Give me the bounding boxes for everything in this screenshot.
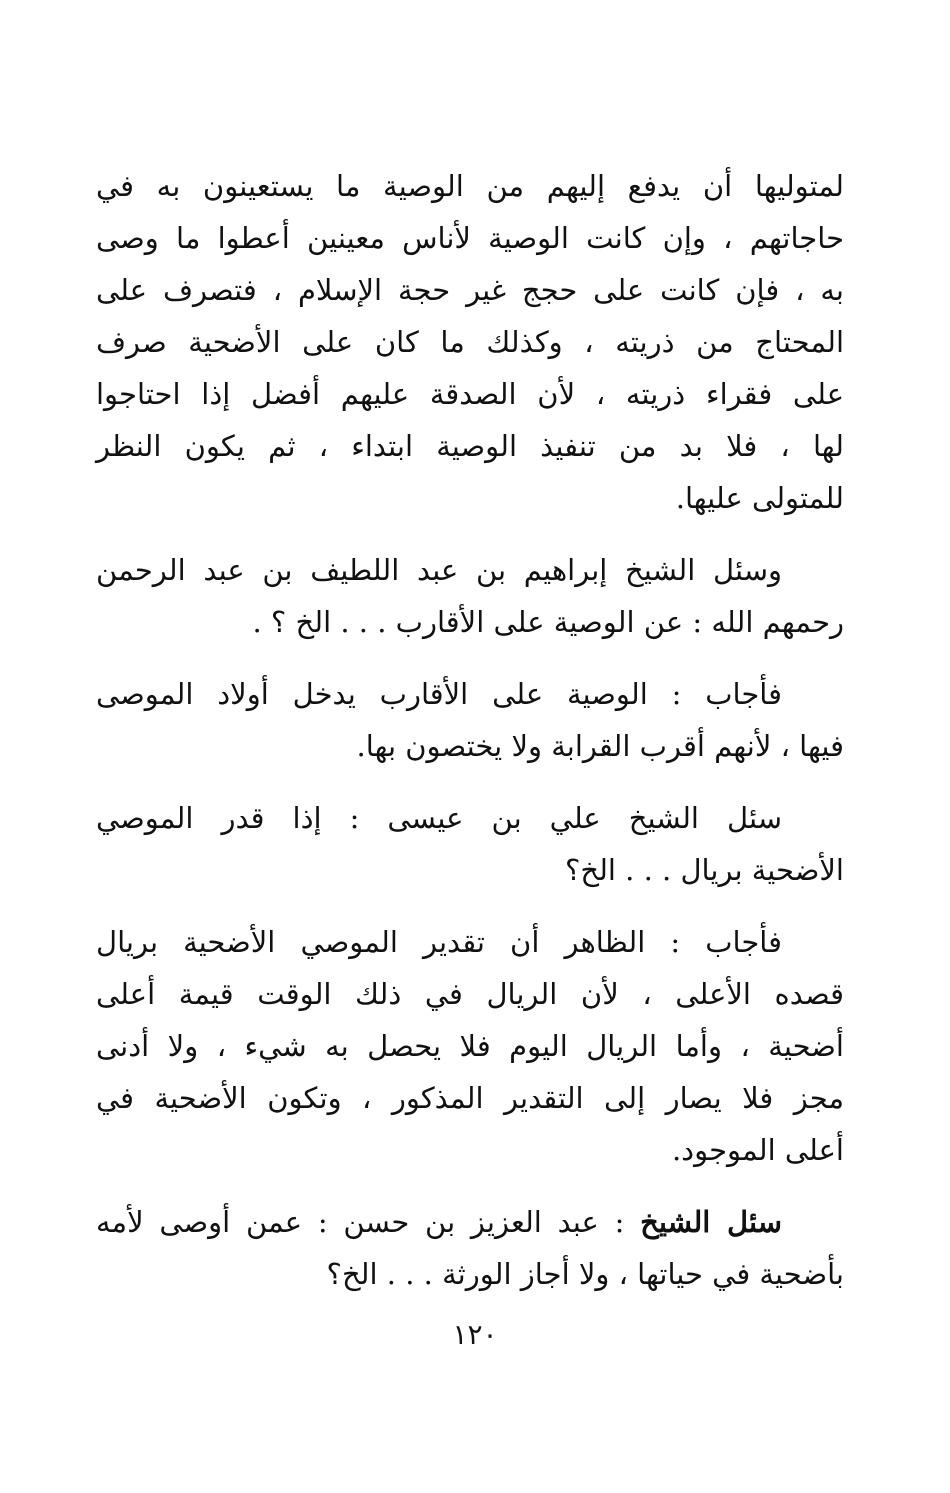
text-line xyxy=(96,1196,844,1248)
page-number: ١٢٠ xyxy=(452,1318,498,1351)
text-line: لها ، فلا بد من تنفيذ الوصية ابتداء ، ثم يكون النظر xyxy=(96,429,844,463)
question-label: سئل الشيخ xyxy=(640,1205,782,1239)
paragraph-3 xyxy=(96,668,844,772)
paragraph-5 xyxy=(96,916,844,1176)
text-line: فأجاب : الظاهر أن تقدير الموصي الأضحية بريال xyxy=(96,925,782,959)
text-line: حاجاتهم ، وإن كانت الوصية لأناس معينين أعطوا ما وصى xyxy=(96,221,844,255)
text-line: فأجاب : الوصية على الأقارب يدخل أولاد الموصى xyxy=(96,677,782,711)
text-line: المحتاج من ذريته ، وكذلك ما كان على الأضحية صرف xyxy=(96,325,844,359)
text-line: رحمهم الله : عن الوصية على الأقارب . . . الخ ؟ . xyxy=(252,605,844,639)
text-line: لمتوليها أن يدفع إليهم من الوصية ما يستعينون به في xyxy=(96,169,844,203)
text-line: به ، فإن كانت على حجج غير حجة الإسلام ، فتصرف على xyxy=(96,273,844,307)
paragraph-2 xyxy=(96,544,844,648)
text-line: أعلى الموجود. xyxy=(671,1133,844,1167)
text-line: بأضحية في حياتها ، ولا أجاز الورثة . . . الخ؟ xyxy=(326,1257,844,1291)
question-text: : عبد العزيز بن حسن : عمن أوصى لأمه xyxy=(96,1205,641,1239)
text-line: فيها ، لأنهم أقرب القرابة ولا يختصون بها. xyxy=(356,729,844,763)
text-line: على فقراء ذريته ، لأن الصدقة عليهم أفضل إذا احتاجوا xyxy=(96,377,844,411)
text-line: للمتولى عليها. xyxy=(675,481,844,515)
paragraph-1 xyxy=(96,160,844,524)
text-line: قصده الأعلى ، لأن الريال في ذلك الوقت قيمة أعلى xyxy=(96,977,844,1011)
text-line: الأضحية بريال . . . الخ؟ xyxy=(564,853,844,887)
page-body xyxy=(96,160,844,1320)
text-line: أضحية ، وأما الريال اليوم فلا يحصل به شيء ، ولا أدنى xyxy=(96,1029,844,1063)
paragraph-4 xyxy=(96,792,844,896)
text-line: وسئل الشيخ إبراهيم بن عبد اللطيف بن عبد الرحمن xyxy=(96,553,782,587)
text-line: سئل الشيخ علي بن عيسى : إذا قدر الموصي xyxy=(96,801,782,835)
text-line: مجز فلا يصار إلى التقدير المذكور ، وتكون الأضحية في xyxy=(96,1081,844,1115)
paragraph-6 xyxy=(96,1196,844,1300)
